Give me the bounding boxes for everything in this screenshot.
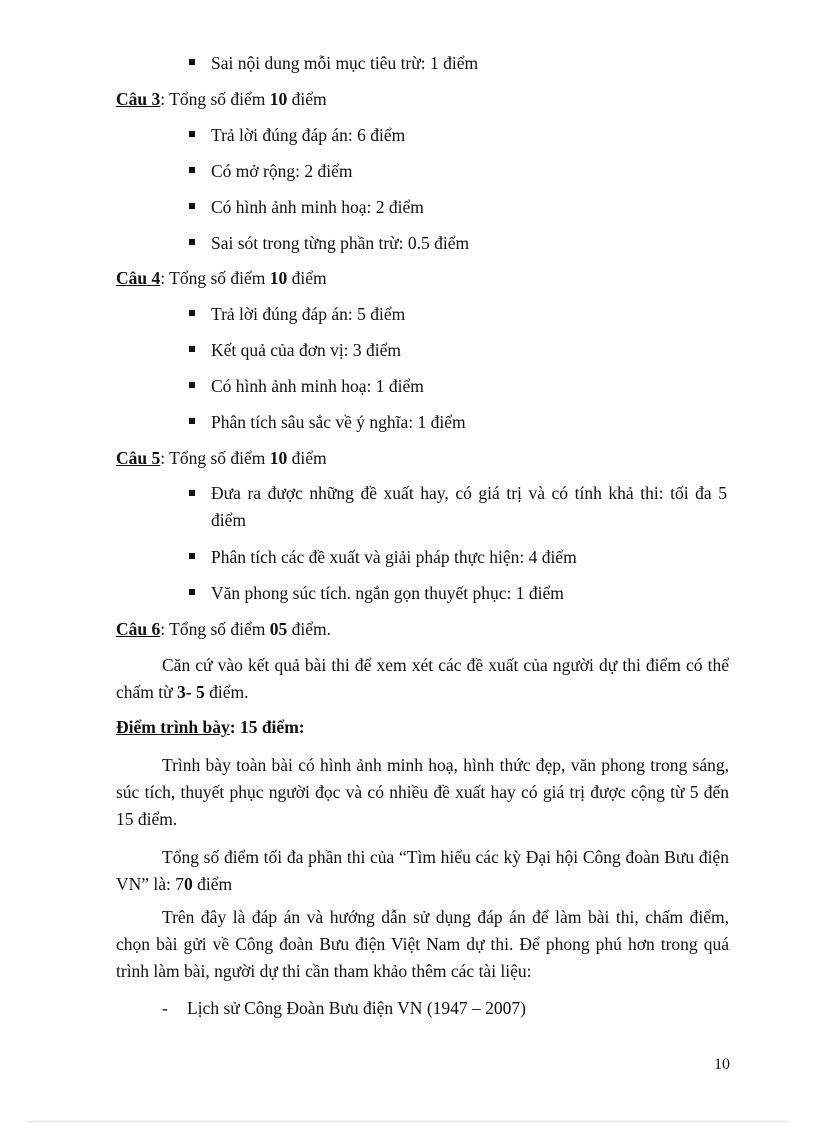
paragraph: Căn cứ vào kết quả bài thi để xem xét các đề xuất của người dự thi điểm có thể chấm từ 3- 5 điểm.	[116, 655, 729, 702]
section-heading: Điểm trình bày: 15 điểm:	[116, 717, 305, 737]
question-5-heading: Câu 5: Tổng số điểm 10 điểm	[116, 448, 327, 468]
bullet-icon	[189, 589, 195, 595]
page-bottom-rule	[28, 1121, 788, 1122]
question-6-heading: Câu 6: Tổng số điểm 05 điểm.	[116, 619, 332, 639]
bullet-icon	[189, 310, 195, 316]
bullet-icon	[189, 59, 195, 65]
paragraph: Tổng số điểm tối đa phần thi của “Tìm hiểu các kỳ Đại hội Công đoàn Bưu điện VN” là: 70 điểm	[116, 847, 729, 894]
bullet-icon	[189, 418, 195, 424]
bullet-icon	[189, 346, 195, 352]
bullet-icon	[189, 382, 195, 388]
bullet-icon	[189, 167, 195, 173]
bullet-icon	[189, 203, 195, 209]
paragraph: Trên đây là đáp án và hướng dẫn sử dụng đáp án để làm bài thi, chấm điểm, chọn bài gửi về Công đoàn Bưu điện Việt Nam dự thi. Để phong phú hơn trong quá trình làm bài, người dự thi cần tham khảo thêm các tài liệu:	[116, 907, 729, 981]
paragraph: Trình bày toàn bài có hình ảnh minh hoạ, hình thức đẹp, văn phong trong sáng, súc tích, thuyết phục người đọc và có nhiều đề xuất hay có giá trị được cộng từ 5 đến 15 điểm.	[116, 755, 729, 829]
document-page: Sai nội dung mỗi mục tiêu trừ: 1 điểm Câu 3: Tổng số điểm 10 điểm Trả lời đúng đáp án: 6 điểm Có mở rộng: 2 điểm Có hình ảnh minh hoạ: 2 điểm Sai sót trong từng phần trừ: 0.5 điểm Câu 4: Tổng số điểm 10 điểm Trả lời đúng đáp án: 5 điểm Kết quả của đơn vị: 3 điểm Có hình ảnh minh hoạ: 1 điểm Phân tích sâu sắc về ý nghĩa: 1 điểm Câu 5: Tổng số điểm 10 điểm Đưa ra được những đề xuất hay, có giá trị và có tính khả thi: tối đa 5 điểm Phân tích các đề xuất và giải pháp thực hiện: 4 điểm Văn phong súc tích. ngắn gọn thuyết phục: 1 điểm Câu 6: Tổng số điểm 05 điểm. Căn cứ vào kết quả bài thi để xem xét các đề xuất của người dự thi điểm có thể chấm từ 3- 5 điểm. Điểm trình bày: 15 điểm: Trình bày toàn bài có hình ảnh minh hoạ, hình thức đẹp, văn phong trong sáng, súc tích, thuyết phục người đọc và có nhiều đề xuất hay có giá trị được cộng từ 5 đến 15 điểm. Tổng số điểm tối đa phần thi của “Tìm hiểu các kỳ Đại hội Công đoàn Bưu điện VN” là: 70 điểm Trên đây là đáp án và hướng dẫn sử dụng đáp án để làm bài thi, chấm điểm, chọn bài gửi về Công đoàn Bưu điện Việt Nam dự thi. Để phong phú hơn trong quá trình làm bài, người dự thi cần tham khảo thêm các tài liệu: - Lịch sử Công Đoàn Bưu điện VN (1947 – 2007) 10	[0, 0, 816, 1123]
bullet-icon	[189, 553, 195, 559]
question-3-heading: Câu 3: Tổng số điểm 10 điểm	[116, 89, 327, 109]
page-number: 10	[714, 1056, 730, 1073]
bullet-icon	[189, 239, 195, 245]
bullet-icon	[189, 490, 195, 496]
question-4-heading: Câu 4: Tổng số điểm 10 điểm	[116, 268, 327, 288]
bullet-icon	[189, 131, 195, 137]
